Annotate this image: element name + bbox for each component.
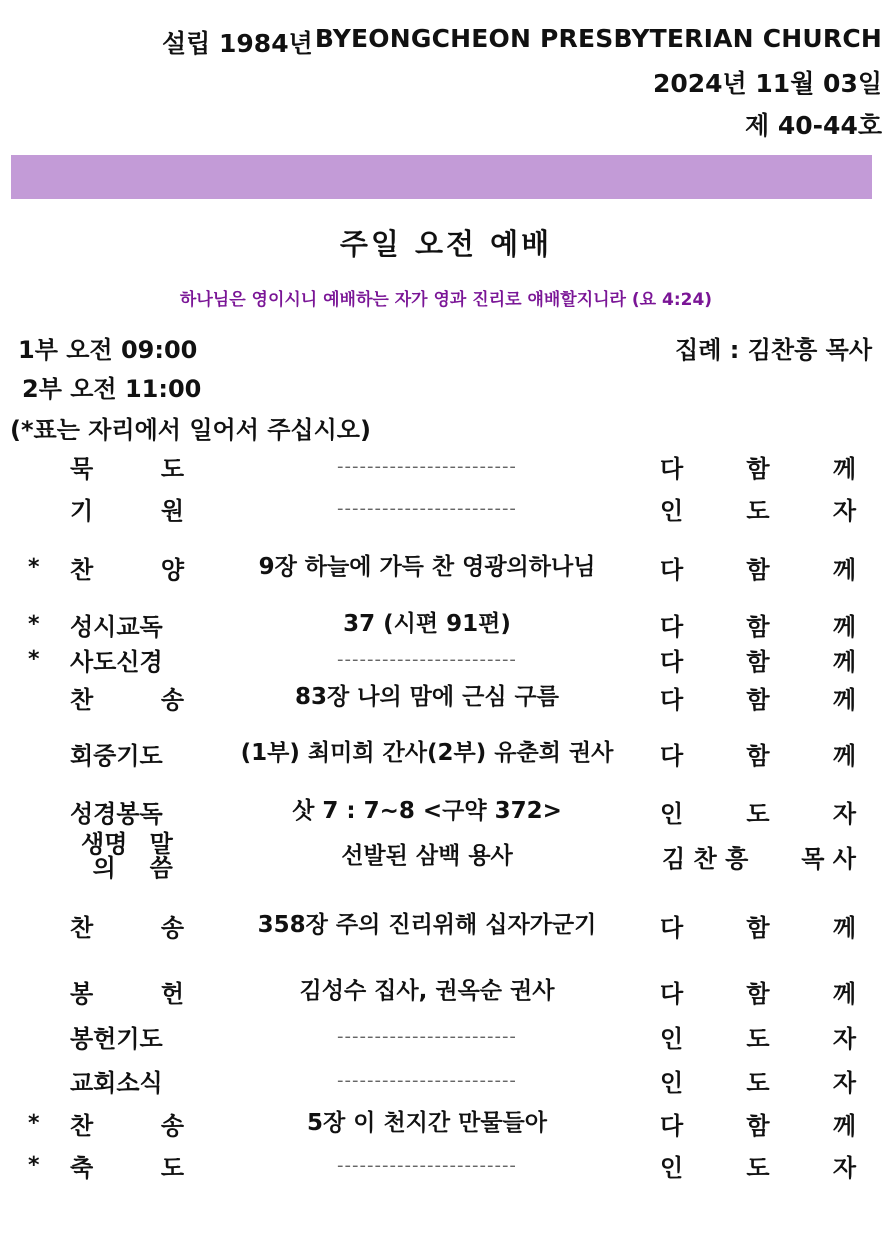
order-item-content: ------------------------ [337, 1026, 517, 1047]
order-item-content: ------------------------ [337, 1069, 517, 1091]
order-item-content: ------------------------ [337, 649, 517, 670]
order-item-leader: 다 함 께 [660, 913, 856, 942]
order-item-name: 생명의 말씀 [81, 830, 173, 882]
order-item-leader: 다 함 께 [660, 648, 856, 676]
order-row [0, 1101, 892, 1145]
officiant: 집례 : 김찬흥 목사 [675, 336, 872, 364]
order-item-name: 기 원 [70, 496, 184, 525]
order-item-leader: 다 함 께 [660, 556, 856, 584]
bulletin-date: 2024년 11월 03일 [652, 69, 882, 98]
order-item-content: 삿 7 : 7~8 <구약 372> [292, 797, 562, 824]
order-row [0, 881, 892, 969]
order-item-content: 9장 하늘에 가득 찬 영광의 하나님 [258, 554, 596, 580]
order-item-name: 성경봉독 [70, 799, 163, 828]
order-item-content: 선발된 삼백 용사 [341, 842, 513, 869]
scripture-verse: 하나님은 영이시니 예배하는 자가 영과 진리로 얘배할지니라 (요 4:24) [179, 290, 713, 310]
order-item-name: 성시교독 [70, 612, 163, 641]
order-item-name: 봉 헌 [70, 980, 184, 1008]
order-item-name: 묵 도 [70, 455, 184, 483]
order-row [0, 969, 892, 1014]
service-title: 주일 오전 예배 [339, 227, 553, 261]
order-item-name: 회중기도 [70, 742, 163, 770]
order-row [0, 528, 892, 607]
order-item-name: 봉헌기도 [70, 1025, 163, 1053]
header-divider-band [11, 155, 872, 199]
order-item-leader: 김 찬 흥 목 사 [662, 844, 856, 873]
standing-marker: * [28, 1110, 40, 1136]
order-item-leader: 다 함 께 [660, 742, 856, 770]
standing-marker: * [28, 611, 40, 637]
order-item-name: 사도신경 [70, 648, 163, 676]
order-item-name: 찬 송 [70, 1111, 184, 1140]
order-row [0, 445, 892, 488]
standing-marker: * [28, 555, 40, 580]
order-item-name: 찬 송 [70, 685, 184, 714]
order-item-leader: 다 함 께 [660, 455, 856, 483]
order-row [0, 607, 892, 641]
standing-note: (*표는 자리에서 일어서 주십시오) [10, 416, 371, 444]
order-item-leader: 인 도 자 [660, 1153, 856, 1182]
order-item-content: ------------------------ [337, 1154, 517, 1176]
order-row [0, 1014, 892, 1059]
established-year: 설립 1984년 [162, 29, 313, 58]
order-item-name: 찬 양 [70, 556, 184, 584]
order-item-leader: 다 함 께 [660, 1111, 856, 1140]
order-item-content: 83장 나의 맘에 근심 구름 [295, 683, 559, 710]
order-of-worship [0, 445, 892, 1185]
order-row [0, 791, 892, 831]
standing-marker: * [28, 1152, 40, 1178]
order-item-leader: 인 도 자 [660, 799, 856, 828]
order-row [0, 1145, 892, 1185]
order-item-content: 358장 주의 진리위해 십자가 군기 [257, 911, 597, 938]
order-row [0, 831, 892, 881]
order-row [0, 678, 892, 716]
session-2-time: 2부 오전 11:00 [22, 375, 202, 403]
issue-number: 제 40-44호 [745, 111, 882, 140]
order-item-leader: 인 도 자 [660, 1068, 856, 1097]
order-item-name: 찬 송 [70, 913, 184, 942]
order-item-leader: 다 함 께 [660, 980, 856, 1008]
order-row [0, 641, 892, 678]
order-item-leader: 다 함 께 [660, 685, 856, 714]
order-row [0, 1059, 892, 1101]
order-item-content: (1부) 최미희 간사 (2부) 유춘희 권사 [240, 740, 614, 766]
church-name: BYEONGCHEON PRESBYTERIAN CHURCH [314, 24, 882, 53]
order-item-content: 김성수 집사, 권옥순 권사 [299, 978, 555, 1004]
order-item-name: 교회소식 [70, 1068, 163, 1097]
order-row [0, 488, 892, 528]
order-item-content: 5장 이 천지간 만물들아 [307, 1109, 547, 1136]
standing-marker: * [28, 647, 40, 672]
order-item-content: 37 (시편 91편) [343, 610, 511, 637]
order-item-leader: 다 함 께 [660, 612, 856, 641]
order-item-name: 축 도 [70, 1153, 184, 1182]
session-1-time: 1부 오전 09:00 [18, 336, 198, 364]
order-item-content: ------------------------ [337, 497, 517, 519]
order-item-content: ------------------------ [337, 456, 517, 477]
order-row [0, 716, 892, 791]
order-item-leader: 인 도 자 [660, 1025, 856, 1053]
order-item-leader: 인 도 자 [660, 496, 856, 525]
